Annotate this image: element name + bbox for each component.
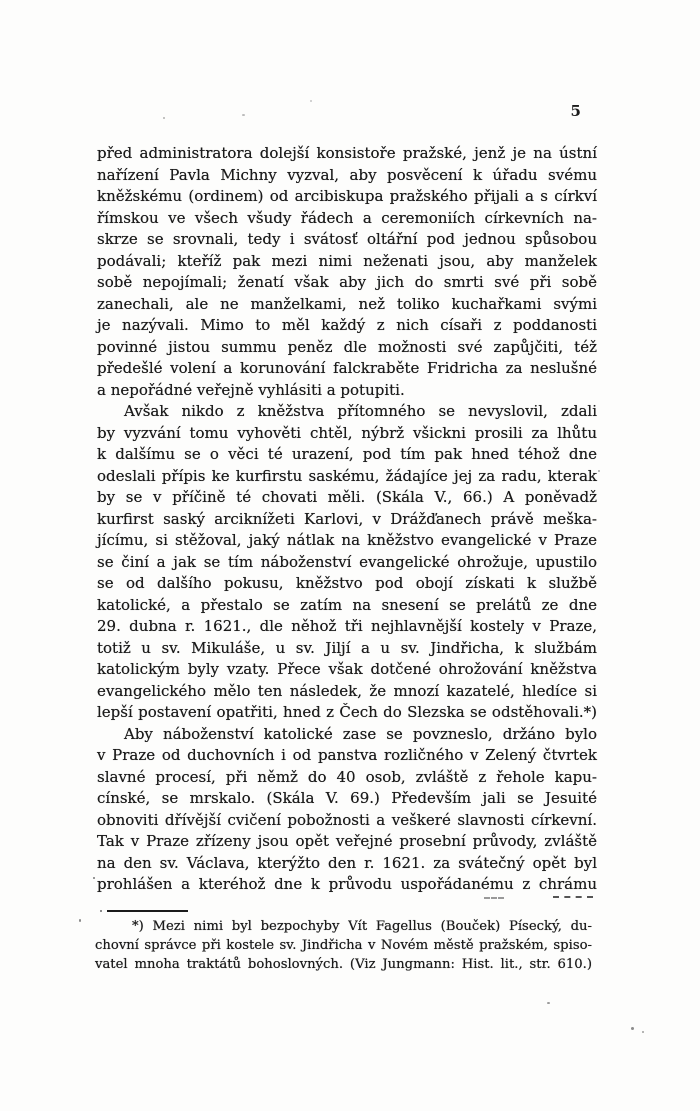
text-line: předešlé volení a korunování falckraběte Fridricha za neslušné: [97, 359, 597, 377]
text-line: by se v příčině té chovati měli. (Skála V., 66.) A poněvadž: [97, 488, 597, 506]
text-line: skrze se srovnali, tedy i svátosť oltářní pod jednou spůsobou: [97, 230, 597, 248]
text-line: katolické, a přestalo se zatím na snesení se prelátů ze dne: [97, 595, 597, 614]
text-line: by vyzvání tomu vyhověti chtěl, nýbrž všickni prosili za lhůtu: [97, 423, 597, 442]
page-number: 5: [570, 102, 582, 120]
footnote-line: chovní správce při kostele sv. Jindřicha v Novém městě pražském, spiso-: [95, 938, 592, 953]
text-line: Avšak nikdo z kněžstva přítomného se nevyslovil, zdali: [124, 402, 597, 420]
scan-speck: [484, 897, 504, 899]
footnote: [95, 917, 592, 974]
text-line: evangelického mělo ten následek, že mnozí kazatelé, hledíce si: [97, 681, 597, 700]
text-line: lepší postavení opatřiti, hned z Čech do Slezska se odstěhovali.*): [97, 703, 597, 721]
scan-speck: [598, 470, 600, 472]
scan-speck: [547, 1002, 550, 1004]
text-line: slavné procesí, při němž do 40 osob, zvláště z řehole kapu-: [97, 767, 597, 786]
text-line: sobě nepojímali; ženatí však aby jich do smrti své při sobě: [97, 273, 597, 291]
text-line: je nazývali. Mimo to měl každý z nich císaři z poddanosti: [97, 316, 597, 334]
text-line: cínské, se mrskalo. (Skála V. 69.) Především jali se Jesuité: [97, 789, 597, 807]
text-line: v Praze od duchovních i od panstva rozličného v Zelený čtvrtek: [97, 746, 597, 764]
text-line: 29. dubna r. 1621., dle něhož tři nejhlavnější kostely v Praze,: [97, 617, 597, 635]
text-line: obnoviti dřívější cvičení pobožnosti a veškeré slavnosti církevní.: [97, 810, 597, 829]
text-line: na den sv. Václava, kterýžto den r. 1621. za svátečný opět byl: [97, 853, 597, 872]
text-line: jícímu, si stěžoval, jaký nátlak na kněžstvo evangelické v Praze: [97, 531, 597, 549]
scan-speck: [100, 910, 102, 912]
body-text: [97, 143, 597, 896]
text-line: kurfirst saský arciknížeti Karlovi, v Drážďanech právě meška-: [97, 509, 597, 528]
scan-speck: [242, 114, 245, 116]
text-line: Aby náboženství katolické zase se povzneslo, držáno bylo: [124, 724, 597, 743]
footnote-line: vatel mnoha traktátů bohoslovných. (Viz Jungmann: Hist. lit., str. 610.): [95, 957, 592, 972]
text-line: k dalšímu se o věci té urazení, pod tím pak hned téhož dne: [97, 445, 597, 463]
footnote-line: *) Mezi nimi byl bezpochyby Vít Fagellus (Bouček) Písecký, du-: [132, 919, 592, 934]
text-line: prohlášen a kteréhož dne k průvodu uspořádanému z chrámu: [97, 875, 597, 893]
scan-speck: [642, 1031, 644, 1033]
scan-speck: [163, 117, 165, 119]
scan-speck: [631, 1027, 634, 1030]
text-line: odeslali přípis ke kurfirstu saskému, žádajíce jej za radu, kterak: [97, 466, 597, 485]
text-line: se od dalšího pokusu, kněžstvo pod obojí získati k službě: [97, 574, 597, 592]
text-line: se činí a jak se tím náboženství evangelické ohrožuje, upustilo: [97, 552, 597, 571]
text-line: katolickým byly vzaty. Přece však dotčené ohrožování kněžstva: [97, 660, 597, 678]
text-line: římskou ve všech všudy řádech a ceremoniích církevních na-: [97, 208, 597, 227]
scan-speck: [79, 919, 81, 922]
scan-speck: [310, 100, 312, 102]
text-line: povinné jistou summu peněz dle možnosti své zapůjčiti, též: [97, 337, 597, 356]
footnote-separator-rule: [107, 910, 188, 912]
text-line: nařízení Pavla Michny vyzval, aby posvěcení k úřadu svému: [97, 165, 597, 184]
text-line: Tak v Praze zřízeny jsou opět veřejné prosební průvody, zvláště: [97, 832, 597, 850]
text-line: před administratora dolejší konsistoře pražské, jenž je na ústní: [97, 144, 597, 162]
text-line: a nepořádné veřejně vyhlásiti a potupiti.: [97, 380, 405, 399]
text-line: totiž u sv. Mikuláše, u sv. Jiljí a u sv. Jindřicha, k službám: [97, 638, 597, 657]
text-line: podávali; kteříž pak mezi nimi neženati jsou, aby manželek: [97, 251, 597, 270]
text-line: zanechali, ale ne manželkami, než toliko kuchařkami svými: [97, 294, 597, 313]
scan-speck: [553, 896, 593, 898]
scan-speck: [93, 877, 95, 879]
text-line: kněžskému (ordinem) od arcibiskupa pražského přijali a s církví: [97, 187, 597, 205]
